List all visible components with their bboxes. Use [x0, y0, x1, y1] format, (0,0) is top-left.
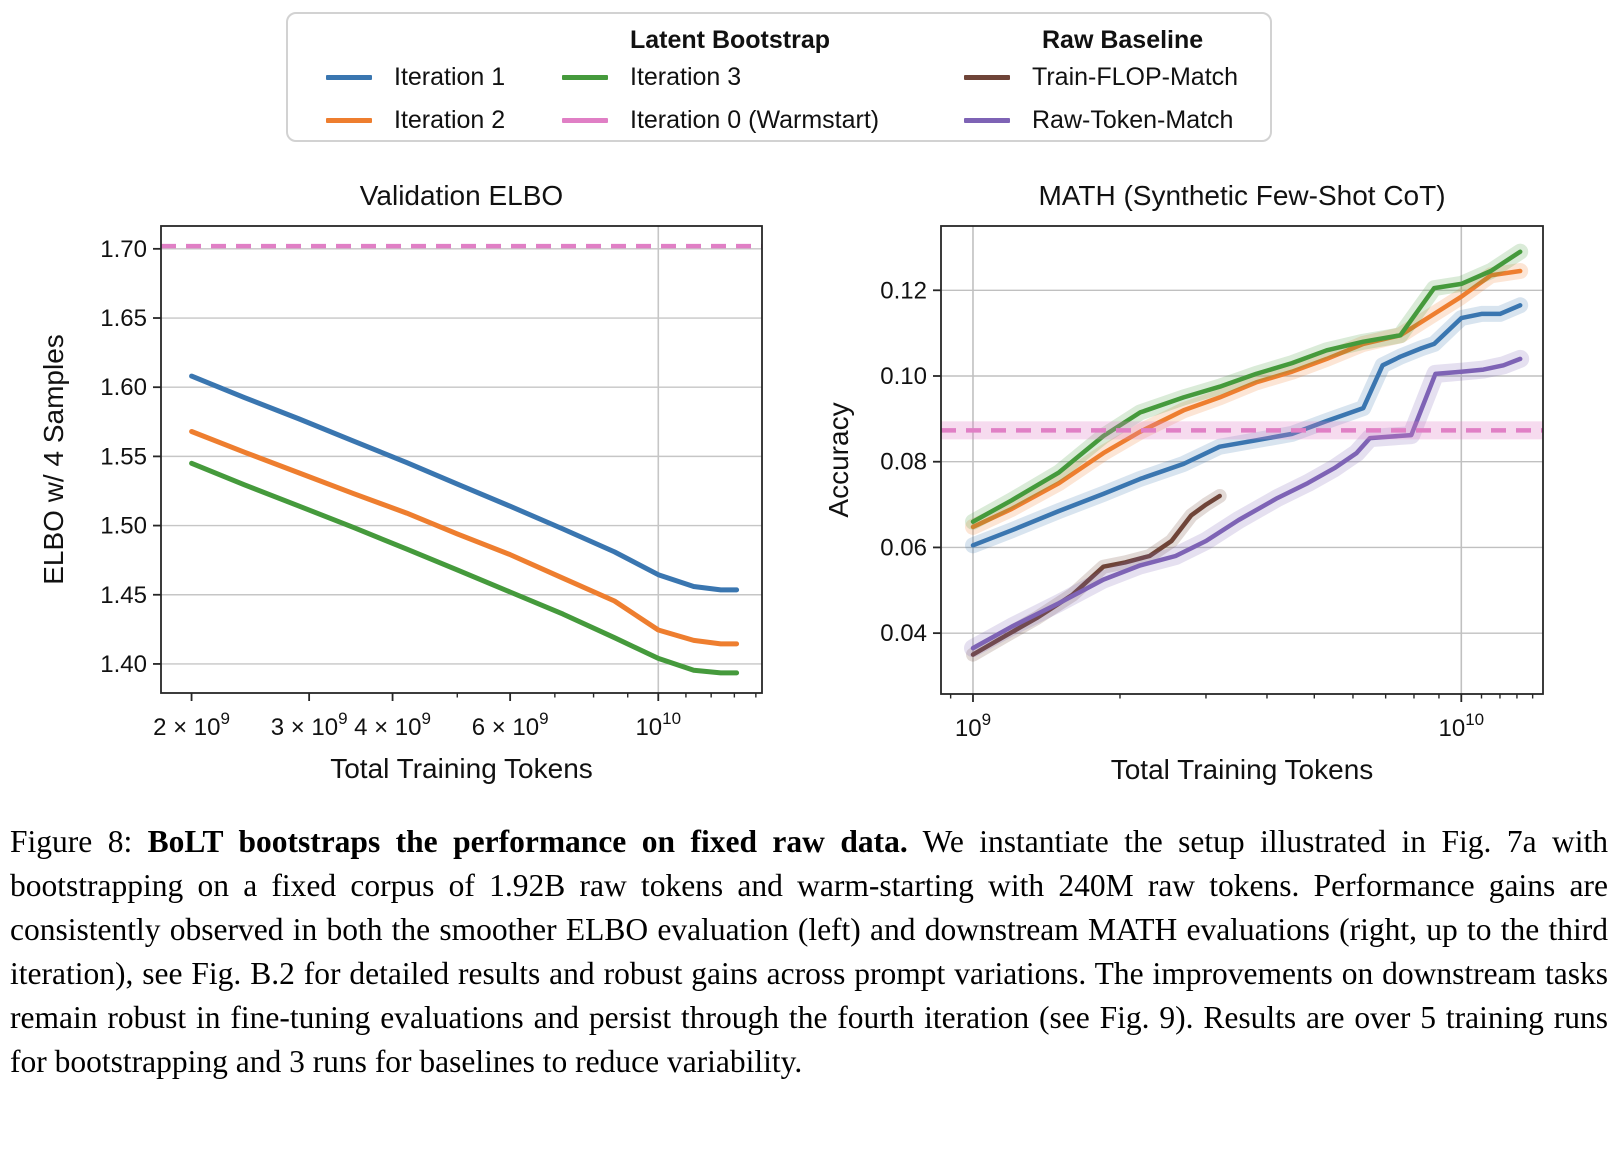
- y-tick-label: 1.45: [100, 581, 147, 609]
- y-tick-label: 0.04: [880, 620, 927, 648]
- math-accuracy-chart: [810, 160, 1618, 800]
- iteration 1-line: [192, 376, 737, 590]
- x-tick-label: $2 \times 10^9$: [153, 709, 230, 741]
- legend-header-raw-baseline: Raw Baseline: [1042, 26, 1204, 54]
- iteration 3-line: [192, 463, 737, 673]
- legend-label: Iteration 3: [630, 62, 742, 91]
- iteration 2-line: [192, 432, 737, 644]
- legend-item-iteration-2: [326, 105, 505, 135]
- x-tick-label: $10^{10}$: [1438, 710, 1485, 742]
- chart-title: Validation ELBO: [359, 180, 564, 211]
- legend-item-iteration-1: [326, 62, 505, 92]
- y-tick-label: 1.70: [100, 235, 147, 263]
- iteration-3-line-swatch: [562, 75, 608, 80]
- y-axis-label: ELBO w/ 4 Samples: [38, 334, 69, 585]
- plot-frame: [161, 226, 762, 693]
- iteration-0-line-swatch: [562, 118, 608, 123]
- figure-caption: [10, 820, 1608, 1084]
- y-tick-label: 0.10: [880, 363, 927, 390]
- raw-token-match-line: [973, 359, 1520, 648]
- legend-label: Train-FLOP-Match: [1032, 62, 1239, 91]
- y-tick-label: 1.40: [100, 650, 147, 678]
- legend-header-latent-bootstrap: Latent Bootstrap: [630, 26, 830, 54]
- x-tick-label: $10^{10}$: [635, 709, 682, 741]
- validation-elbo-chart: [0, 160, 810, 800]
- legend-item-iteration-0-warmstart: [562, 105, 879, 135]
- y-tick-label: 0.12: [880, 277, 927, 305]
- y-tick-label: 1.50: [100, 512, 147, 540]
- legend-item-train-flop-match: [964, 62, 1238, 92]
- chart-title: MATH (Synthetic Few-Shot CoT): [1038, 180, 1446, 211]
- legend-label: Iteration 1: [394, 62, 506, 91]
- y-tick-label: 1.55: [100, 443, 147, 471]
- train-flop-match-line-swatch: [964, 75, 1010, 80]
- x-tick-label: $4 \times 10^9$: [354, 709, 431, 741]
- legend-label: Raw-Token-Match: [1032, 105, 1234, 134]
- x-tick-label: $3 \times 10^9$: [270, 709, 348, 741]
- plot-legend: [286, 12, 1272, 142]
- y-tick-label: 0.08: [880, 448, 927, 476]
- figure-caption-bold: BoLT bootstraps the performance on fixed raw data.: [147, 823, 908, 859]
- y-tick-label: 1.60: [100, 374, 147, 402]
- x-axis-label: Total Training Tokens: [330, 753, 593, 784]
- legend-label: Iteration 0 (Warmstart): [630, 105, 880, 134]
- x-tick-label: $10^9$: [954, 710, 992, 742]
- legend-label: Iteration 2: [394, 105, 506, 134]
- figure-caption-body: We instantiate the setup illustrated in Fig. 7a with bootstrapping on a fixed corpus of 1.92B raw tokens and warm-starting with 240M raw tokens. Performance gains are consistently observed in both the smoother ELBO evaluation (left) and downstream MATH evaluations (right, up to the third iteration), see Fig. B.2 for detailed results and robust gains across prompt variations. The improvements on downstream tasks remain robust in fine-tuning evaluations and persist through the fourth iteration (see Fig. 9). Results are over 5 training runs for bootstrapping and 3 runs for baselines to reduce variability.: [10, 823, 1609, 1079]
- y-tick-label: 1.65: [100, 305, 147, 333]
- iteration-2-line-swatch: [326, 118, 372, 123]
- x-axis-label: Total Training Tokens: [1110, 754, 1374, 785]
- x-tick-label: $6 \times 10^9$: [471, 709, 549, 741]
- y-tick-label: 0.06: [880, 534, 927, 562]
- legend-item-raw-token-match: [964, 105, 1233, 135]
- legend-item-iteration-3: [562, 62, 741, 92]
- raw-token-match-line-swatch: [964, 118, 1010, 123]
- figure-caption-prefix: Figure 8:: [10, 823, 148, 859]
- y-axis-label: Accuracy: [823, 402, 854, 518]
- iteration-1-line-swatch: [326, 75, 372, 80]
